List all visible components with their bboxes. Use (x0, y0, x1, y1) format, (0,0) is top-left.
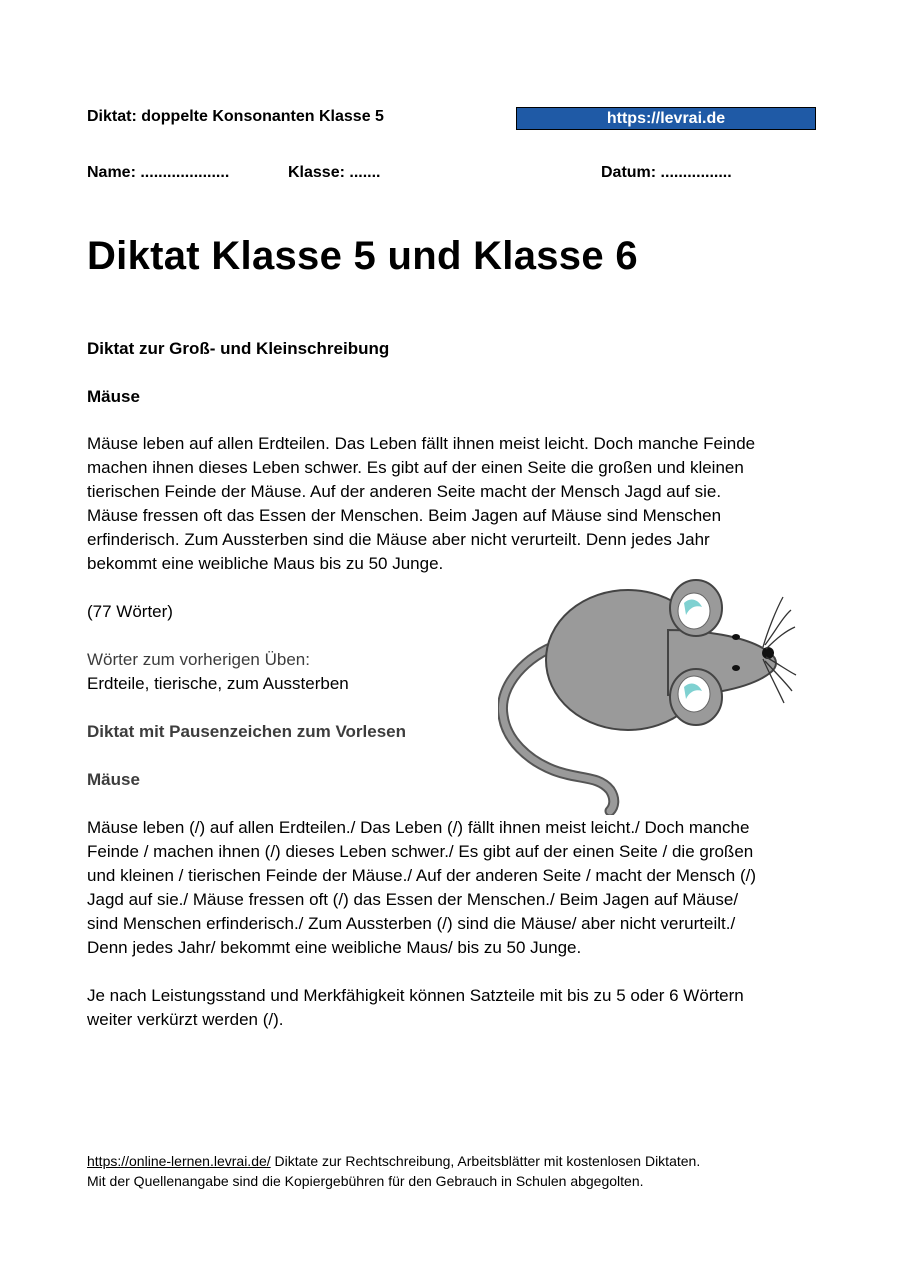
text-line: und kleinen / tierischen Feinde der Mäuse./ Auf der anderen Seite / macht der Mensch (/) (87, 866, 757, 885)
text-line: tierischen Feinde der Mäuse. Auf der anderen Seite macht der Mensch Jagd auf sie. (87, 482, 722, 501)
text-line: Je nach Leistungsstand und Merkfähigkeit können Satzteile mit bis zu 5 oder 6 Wörtern (87, 986, 744, 1005)
footer-link[interactable]: https://online-lernen.levrai.de/ (87, 1153, 271, 1169)
section2-heading: Diktat mit Pausenzeichen zum Vorlesen (87, 722, 406, 741)
section2-note (87, 984, 807, 1032)
footer-line-2: Mit der Quellenangabe sind die Kopiergebühren für den Gebrauch in Schulen abgegolten. (87, 1173, 644, 1189)
footer-line-1-text: Diktate zur Rechtschreibung, Arbeitsblätter mit kostenlosen Diktaten. (270, 1153, 701, 1169)
page-title: Diktat Klasse 5 und Klasse 6 (87, 234, 638, 278)
date-field: Datum: ................ (601, 164, 732, 181)
section2-story-title: Mäuse (87, 770, 140, 789)
text-line: Jagd auf sie./ Mäuse fressen oft (/) das Essen der Menschen./ Beim Jagen auf Mäuse/ (87, 890, 739, 909)
section1-heading: Diktat zur Groß- und Kleinschreibung (87, 339, 390, 358)
mouse-illustration (498, 575, 798, 815)
word-count: (77 Wörter) (87, 602, 173, 621)
name-field: Name: .................... (87, 164, 230, 181)
section1-story-title: Mäuse (87, 387, 140, 406)
practice-words: Erdteile, tierische, zum Aussterben (87, 674, 349, 693)
text-line: Mäuse leben (/) auf allen Erdteilen./ Das Leben (/) fällt ihnen meist leicht./ Doch manche (87, 818, 750, 837)
practice-label: Wörter zum vorherigen Üben: (87, 650, 310, 669)
section1-text (87, 432, 807, 576)
text-line: weiter verkürzt werden (/). (87, 1010, 284, 1029)
text-line: Denn jedes Jahr/ bekommt eine weibliche Maus/ bis zu 50 Junge. (87, 938, 582, 957)
footer-line-1 (87, 1151, 700, 1171)
text-line: erfinderisch. Zum Aussterben sind die Mäuse aber nicht verurteilt. Denn jedes Jahr (87, 530, 710, 549)
section2-text (87, 816, 807, 960)
footer (87, 1151, 700, 1191)
site-url-badge[interactable]: https://levrai.de (516, 107, 816, 130)
class-field: Klasse: ....... (288, 164, 381, 181)
worksheet-title: Diktat: doppelte Konsonanten Klasse 5 (87, 108, 384, 125)
text-line: Mäuse fressen oft das Essen der Menschen. Beim Jagen auf Mäuse sind Menschen (87, 506, 722, 525)
text-line: machen ihnen dieses Leben schwer. Es gibt auf der einen Seite die großen und kleinen (87, 458, 744, 477)
text-line: sind Menschen erfinderisch./ Zum Aussterben (/) sind die Mäuse/ aber nicht verurteilt./ (87, 914, 736, 933)
text-line: Mäuse leben auf allen Erdteilen. Das Leben fällt ihnen meist leicht. Doch manche Feinde (87, 434, 756, 453)
text-line: bekommt eine weibliche Maus bis zu 50 Junge. (87, 554, 444, 573)
text-line: Feinde / machen ihnen (/) dieses Leben schwer./ Es gibt auf der einen Seite / die großen (87, 842, 754, 861)
